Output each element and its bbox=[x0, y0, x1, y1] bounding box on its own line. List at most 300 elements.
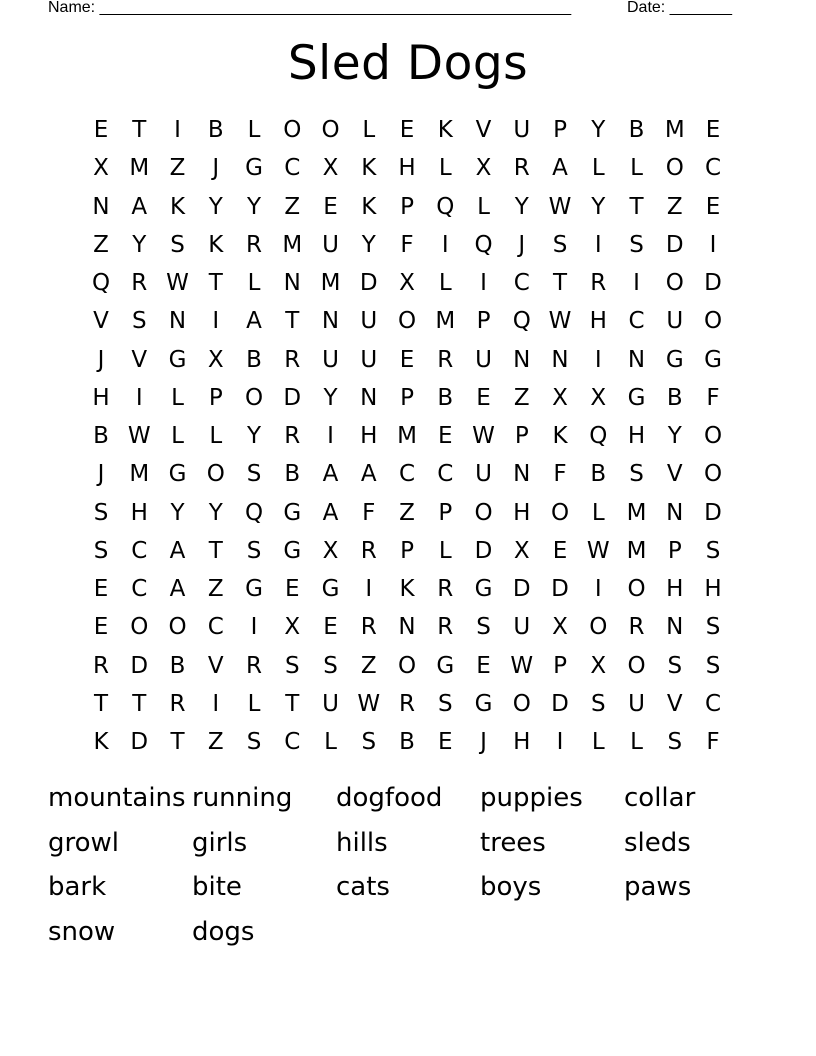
grid-cell[interactable]: Z bbox=[513, 384, 530, 411]
grid-cell[interactable]: R bbox=[437, 576, 454, 602]
grid-cell[interactable]: E bbox=[705, 117, 721, 143]
grid-cell[interactable]: K bbox=[169, 193, 186, 220]
grid-cell[interactable]: W bbox=[472, 423, 495, 449]
grid-cell[interactable]: T bbox=[132, 690, 147, 717]
grid-cell[interactable]: X bbox=[552, 384, 568, 411]
grid-cell[interactable]: L bbox=[591, 729, 605, 755]
grid-cell[interactable]: D bbox=[704, 270, 722, 296]
grid-cell[interactable]: Q bbox=[91, 270, 111, 296]
grid-cell[interactable]: L bbox=[171, 423, 184, 449]
grid-cell[interactable]: I bbox=[480, 270, 487, 296]
grid-cell[interactable]: N bbox=[666, 614, 684, 641]
grid-cell[interactable]: I bbox=[594, 576, 602, 602]
grid-cell[interactable]: R bbox=[399, 690, 415, 717]
grid-cell[interactable]: C bbox=[513, 270, 530, 296]
grid-cell[interactable]: S bbox=[629, 231, 644, 258]
grid-cell[interactable]: D bbox=[704, 499, 722, 526]
grid-cell[interactable]: X bbox=[207, 346, 224, 373]
grid-cell[interactable]: L bbox=[362, 117, 376, 143]
grid-cell[interactable]: E bbox=[437, 729, 453, 755]
grid-cell[interactable]: Y bbox=[246, 423, 262, 449]
date-field[interactable]: Date: _______ bbox=[627, 0, 732, 16]
grid-cell[interactable]: N bbox=[283, 270, 301, 296]
grid-cell[interactable]: R bbox=[246, 231, 262, 258]
grid-cell[interactable]: I bbox=[441, 231, 449, 258]
grid-cell[interactable]: U bbox=[475, 461, 492, 488]
grid-cell[interactable]: M bbox=[626, 537, 647, 564]
grid-cell[interactable]: X bbox=[399, 270, 415, 296]
grid-cell[interactable]: D bbox=[130, 652, 149, 679]
grid-cell[interactable]: G bbox=[168, 461, 187, 488]
grid-cell[interactable]: E bbox=[323, 193, 338, 220]
grid-cell[interactable]: T bbox=[629, 193, 644, 220]
grid-cell[interactable]: R bbox=[284, 423, 301, 449]
grid-cell[interactable]: H bbox=[704, 576, 722, 602]
grid-cell[interactable]: C bbox=[207, 614, 224, 641]
grid-cell[interactable]: G bbox=[283, 537, 302, 564]
grid-cell[interactable]: E bbox=[93, 117, 109, 143]
grid-cell[interactable]: S bbox=[246, 729, 262, 755]
grid-cell[interactable]: J bbox=[97, 346, 105, 373]
grid-cell[interactable]: H bbox=[92, 384, 110, 411]
grid-cell[interactable]: D bbox=[512, 576, 531, 602]
grid-cell[interactable]: G bbox=[474, 576, 493, 602]
grid-cell[interactable]: B bbox=[437, 384, 454, 411]
grid-cell[interactable]: M bbox=[282, 231, 303, 258]
grid-cell[interactable]: G bbox=[627, 384, 646, 411]
grid-cell[interactable]: S bbox=[552, 231, 568, 258]
name-field[interactable]: Name: _____________________________________________________ bbox=[48, 0, 572, 16]
grid-cell[interactable]: E bbox=[437, 423, 453, 449]
grid-cell[interactable]: Z bbox=[666, 193, 683, 220]
grid-cell[interactable]: I bbox=[174, 117, 181, 143]
grid-cell[interactable]: L bbox=[324, 729, 337, 755]
grid-cell[interactable]: E bbox=[399, 117, 415, 143]
grid-cell[interactable]: R bbox=[169, 690, 186, 717]
grid-cell[interactable]: W bbox=[548, 193, 572, 220]
grid-cell[interactable]: U bbox=[513, 117, 531, 143]
grid-cell[interactable]: P bbox=[667, 537, 682, 564]
grid-cell[interactable]: A bbox=[246, 308, 262, 335]
grid-cell[interactable]: R bbox=[93, 652, 109, 679]
grid-cell[interactable]: H bbox=[130, 499, 148, 526]
grid-cell[interactable]: U bbox=[513, 614, 531, 641]
word-list-item: boys bbox=[480, 872, 542, 902]
grid-cell[interactable]: O bbox=[206, 461, 225, 488]
grid-cell[interactable]: O bbox=[703, 461, 723, 488]
grid-cell[interactable]: G bbox=[436, 652, 455, 679]
grid-cell[interactable]: N bbox=[360, 384, 378, 411]
grid-cell[interactable]: H bbox=[513, 729, 531, 755]
grid-cell[interactable]: Y bbox=[208, 193, 223, 220]
grid-cell[interactable]: O bbox=[474, 499, 493, 526]
grid-cell[interactable]: H bbox=[360, 423, 378, 449]
grid-cell[interactable]: X bbox=[590, 652, 607, 679]
grid-cell[interactable]: P bbox=[476, 308, 491, 335]
grid-cell[interactable]: R bbox=[628, 614, 645, 641]
grid-cell[interactable]: I bbox=[556, 729, 564, 755]
grid-cell[interactable]: O bbox=[397, 308, 417, 335]
grid-cell[interactable]: S bbox=[667, 652, 683, 679]
grid-cell[interactable]: S bbox=[93, 499, 109, 526]
grid-cell[interactable]: Y bbox=[323, 384, 338, 411]
grid-cell[interactable]: I bbox=[212, 308, 220, 335]
grid-cell[interactable]: W bbox=[166, 270, 189, 296]
grid-cell[interactable]: R bbox=[513, 155, 530, 182]
grid-cell[interactable]: C bbox=[284, 155, 301, 182]
grid-cell[interactable]: O bbox=[512, 690, 531, 717]
grid-cell[interactable]: N bbox=[551, 346, 569, 373]
grid-cell[interactable]: O bbox=[589, 614, 608, 641]
grid-cell[interactable]: M bbox=[626, 499, 647, 526]
grid-cell[interactable]: I bbox=[709, 231, 717, 258]
grid-cell[interactable]: L bbox=[247, 270, 261, 296]
grid-cell[interactable]: I bbox=[327, 423, 334, 449]
grid-cell[interactable]: B bbox=[666, 384, 683, 411]
grid-cell[interactable]: I bbox=[594, 231, 602, 258]
grid-cell[interactable]: N bbox=[168, 308, 187, 335]
grid-cell[interactable]: W bbox=[357, 690, 381, 717]
grid-cell[interactable]: W bbox=[510, 652, 534, 679]
grid-cell[interactable]: L bbox=[438, 537, 452, 564]
grid-cell[interactable]: A bbox=[131, 193, 148, 220]
grid-cell[interactable]: P bbox=[553, 652, 567, 679]
grid-cell[interactable]: J bbox=[212, 155, 220, 182]
grid-cell[interactable]: E bbox=[552, 537, 568, 564]
grid-cell[interactable]: K bbox=[437, 117, 453, 143]
grid-cell[interactable]: I bbox=[365, 576, 373, 602]
grid-cell[interactable]: T bbox=[208, 537, 223, 564]
grid-cell[interactable]: F bbox=[362, 499, 376, 526]
grid-row bbox=[82, 188, 732, 226]
grid-cell[interactable]: Z bbox=[169, 155, 186, 182]
grid-cell[interactable]: Y bbox=[667, 423, 682, 449]
grid-cell[interactable]: G bbox=[704, 346, 722, 373]
grid-cell[interactable]: F bbox=[706, 729, 720, 755]
grid-cell[interactable]: S bbox=[323, 652, 338, 679]
grid-cell[interactable]: O bbox=[627, 576, 646, 602]
grid-cell[interactable]: E bbox=[93, 614, 109, 641]
grid-cell[interactable]: M bbox=[397, 423, 417, 449]
grid-cell[interactable]: Y bbox=[591, 193, 606, 220]
grid-cell[interactable]: V bbox=[475, 117, 492, 143]
grid-cell[interactable]: H bbox=[398, 155, 416, 182]
grid-cell[interactable]: Z bbox=[207, 576, 224, 602]
grid-cell[interactable]: W bbox=[586, 537, 610, 564]
grid-cell[interactable]: L bbox=[630, 729, 643, 755]
grid-cell[interactable]: Z bbox=[207, 729, 224, 755]
grid-cell[interactable]: M bbox=[664, 117, 685, 143]
grid-cell[interactable]: D bbox=[551, 576, 569, 602]
grid-cell[interactable]: Z bbox=[93, 231, 109, 258]
grid-cell[interactable]: C bbox=[628, 308, 645, 335]
grid-cell[interactable]: L bbox=[438, 155, 452, 182]
grid-cell[interactable]: D bbox=[665, 231, 684, 258]
grid-cell[interactable]: F bbox=[400, 231, 414, 258]
grid-cell[interactable]: A bbox=[169, 576, 186, 602]
grid-cell[interactable]: Y bbox=[246, 193, 262, 220]
grid-cell[interactable]: R bbox=[590, 270, 607, 296]
grid-cell[interactable]: U bbox=[360, 308, 378, 335]
grid-cell[interactable]: B bbox=[169, 652, 186, 679]
grid-cell[interactable]: B bbox=[207, 117, 224, 143]
grid-cell[interactable]: G bbox=[283, 499, 302, 526]
grid-cell[interactable]: P bbox=[208, 384, 223, 411]
grid-cell[interactable]: O bbox=[550, 499, 570, 526]
grid-cell[interactable]: M bbox=[435, 308, 456, 335]
grid-cell[interactable]: R bbox=[284, 346, 301, 373]
grid-cell[interactable]: A bbox=[552, 155, 568, 182]
grid-cell[interactable]: R bbox=[437, 346, 454, 373]
grid-cell[interactable]: O bbox=[130, 614, 149, 641]
grid-cell[interactable]: L bbox=[630, 155, 643, 182]
grid-cell[interactable]: G bbox=[474, 690, 493, 717]
grid-cell[interactable]: Y bbox=[208, 499, 223, 526]
grid-cell[interactable]: Y bbox=[170, 499, 185, 526]
grid-cell[interactable]: M bbox=[129, 461, 150, 488]
grid-cell[interactable]: H bbox=[589, 308, 607, 335]
grid-cell[interactable]: G bbox=[665, 346, 684, 373]
grid-cell[interactable]: S bbox=[629, 461, 644, 488]
grid-cell[interactable]: X bbox=[475, 155, 492, 182]
grid-cell[interactable]: U bbox=[475, 346, 492, 373]
grid-cell[interactable]: O bbox=[168, 614, 187, 641]
grid-cell[interactable]: P bbox=[400, 384, 414, 411]
grid-cell[interactable]: D bbox=[130, 729, 149, 755]
grid-cell[interactable]: U bbox=[322, 231, 339, 258]
grid-cell[interactable]: T bbox=[132, 117, 147, 143]
grid-cell[interactable]: W bbox=[127, 423, 151, 449]
grid-cell[interactable]: B bbox=[590, 461, 607, 488]
grid-cell[interactable]: V bbox=[666, 690, 683, 717]
grid-cell[interactable]: T bbox=[170, 729, 185, 755]
grid-cell[interactable]: S bbox=[131, 308, 147, 335]
grid-cell[interactable]: S bbox=[284, 652, 300, 679]
grid-cell[interactable]: S bbox=[705, 537, 721, 564]
grid-cell[interactable]: F bbox=[553, 461, 567, 488]
grid-cell[interactable]: C bbox=[131, 537, 148, 564]
grid-cell[interactable]: X bbox=[322, 537, 339, 564]
grid-row bbox=[82, 149, 732, 187]
grid-cell[interactable]: C bbox=[398, 461, 416, 488]
grid-cell[interactable]: T bbox=[208, 270, 223, 296]
grid-cell[interactable]: K bbox=[93, 729, 109, 755]
grid-cell[interactable]: D bbox=[283, 384, 302, 411]
grid-cell[interactable]: Q bbox=[512, 308, 531, 335]
grid-cell[interactable]: E bbox=[476, 652, 491, 679]
grid-cell[interactable]: I bbox=[633, 270, 640, 296]
grid-cell[interactable]: Y bbox=[132, 231, 147, 258]
grid-cell[interactable]: O bbox=[321, 117, 340, 143]
grid-cell[interactable]: G bbox=[321, 576, 340, 602]
grid-cell[interactable]: N bbox=[321, 308, 340, 335]
grid-cell[interactable]: A bbox=[360, 461, 377, 488]
grid-cell[interactable]: T bbox=[552, 270, 568, 296]
grid-cell[interactable]: O bbox=[244, 384, 264, 411]
grid-cell[interactable]: Y bbox=[591, 117, 606, 143]
grid-cell[interactable]: U bbox=[666, 308, 684, 335]
grid-cell[interactable]: U bbox=[322, 346, 339, 373]
word-list-item: girls bbox=[192, 827, 248, 858]
grid-cell[interactable]: O bbox=[703, 308, 723, 335]
grid-cell[interactable]: R bbox=[360, 537, 377, 564]
grid-row bbox=[82, 417, 732, 455]
grid-cell[interactable]: N bbox=[513, 461, 531, 488]
grid-cell[interactable]: L bbox=[171, 384, 184, 411]
grid-cell[interactable]: N bbox=[398, 614, 416, 641]
grid-cell[interactable]: N bbox=[92, 193, 110, 220]
grid-cell[interactable]: U bbox=[360, 346, 378, 373]
grid-cell[interactable]: A bbox=[169, 537, 186, 564]
grid-cell[interactable]: I bbox=[250, 614, 258, 641]
grid-cell[interactable]: E bbox=[93, 576, 109, 602]
grid-cell[interactable]: S bbox=[93, 537, 109, 564]
grid-cell[interactable]: R bbox=[246, 652, 262, 679]
grid-cell[interactable]: S bbox=[476, 614, 491, 641]
grid-cell[interactable]: H bbox=[513, 499, 531, 526]
grid-cell[interactable]: E bbox=[399, 346, 415, 373]
grid-cell[interactable]: Q bbox=[244, 499, 264, 526]
grid-cell[interactable]: V bbox=[93, 308, 109, 335]
grid-cell[interactable]: R bbox=[131, 270, 148, 296]
grid-cell[interactable]: T bbox=[93, 690, 109, 717]
grid-cell[interactable]: X bbox=[513, 537, 530, 564]
grid-cell[interactable]: O bbox=[703, 423, 723, 449]
grid-cell[interactable]: W bbox=[548, 308, 572, 335]
grid-cell[interactable]: O bbox=[283, 117, 302, 143]
grid-cell[interactable]: H bbox=[627, 423, 646, 449]
grid-cell[interactable]: A bbox=[322, 461, 339, 488]
grid-cell[interactable]: U bbox=[628, 690, 645, 717]
grid-cell[interactable]: J bbox=[480, 729, 487, 755]
grid-cell[interactable]: J bbox=[97, 461, 105, 488]
grid-cell[interactable]: E bbox=[323, 614, 338, 641]
grid-cell[interactable]: E bbox=[705, 193, 721, 220]
grid-cell[interactable]: S bbox=[170, 231, 185, 258]
grid-cell[interactable]: P bbox=[438, 499, 453, 526]
grid-cell[interactable]: I bbox=[135, 384, 143, 411]
grid-cell[interactable]: V bbox=[131, 346, 148, 373]
grid-cell[interactable]: L bbox=[438, 270, 452, 296]
grid-cell[interactable]: D bbox=[551, 690, 569, 717]
grid-cell[interactable]: Z bbox=[399, 499, 415, 526]
grid-cell[interactable]: R bbox=[437, 614, 454, 641]
grid-cell[interactable]: L bbox=[591, 155, 605, 182]
grid-cell[interactable]: M bbox=[320, 270, 341, 296]
grid-cell[interactable]: C bbox=[284, 729, 301, 755]
grid-cell[interactable]: D bbox=[359, 270, 378, 296]
grid-cell[interactable]: X bbox=[93, 155, 109, 182]
grid-cell[interactable]: I bbox=[212, 690, 220, 717]
grid-cell[interactable]: K bbox=[552, 423, 568, 449]
grid-cell[interactable]: K bbox=[361, 193, 377, 220]
grid-cell[interactable]: G bbox=[168, 346, 187, 373]
grid-cell[interactable]: N bbox=[666, 499, 684, 526]
grid-cell[interactable]: Y bbox=[361, 231, 376, 258]
grid-row bbox=[82, 685, 732, 723]
grid-cell[interactable]: X bbox=[552, 614, 568, 641]
grid-cell[interactable]: X bbox=[590, 384, 607, 411]
grid-cell[interactable]: J bbox=[518, 231, 526, 258]
grid-cell[interactable]: X bbox=[284, 614, 301, 641]
grid-cell[interactable]: B bbox=[246, 346, 262, 373]
grid-cell[interactable]: T bbox=[285, 308, 300, 335]
grid-cell[interactable]: Z bbox=[360, 652, 377, 679]
grid-cell[interactable]: K bbox=[399, 576, 415, 602]
grid-cell[interactable]: H bbox=[666, 576, 684, 602]
grid-row bbox=[82, 455, 732, 493]
grid-cell[interactable]: S bbox=[361, 729, 377, 755]
grid-cell[interactable]: L bbox=[247, 117, 261, 143]
grid-cell[interactable]: K bbox=[361, 155, 377, 182]
grid-cell[interactable]: V bbox=[666, 461, 683, 488]
grid-cell[interactable]: S bbox=[246, 537, 262, 564]
grid-cell[interactable]: N bbox=[513, 346, 531, 373]
grid-cell[interactable]: G bbox=[245, 576, 263, 602]
grid-cell[interactable]: P bbox=[514, 423, 529, 449]
grid-cell[interactable]: C bbox=[704, 690, 722, 717]
grid-cell[interactable]: S bbox=[667, 729, 683, 755]
grid-cell[interactable]: S bbox=[590, 690, 606, 717]
grid-cell[interactable]: L bbox=[247, 690, 261, 717]
grid-cell[interactable]: A bbox=[322, 499, 339, 526]
grid-cell[interactable]: S bbox=[246, 461, 262, 488]
grid-cell[interactable]: P bbox=[400, 537, 414, 564]
grid-cell[interactable]: C bbox=[704, 155, 722, 182]
grid-cell[interactable]: T bbox=[285, 690, 300, 717]
grid-cell[interactable]: X bbox=[322, 155, 339, 182]
grid-cell[interactable]: Q bbox=[589, 423, 608, 449]
grid-cell[interactable]: S bbox=[705, 614, 721, 641]
grid-cell[interactable]: Y bbox=[514, 193, 529, 220]
grid-cell[interactable]: L bbox=[477, 193, 490, 220]
grid-cell[interactable]: C bbox=[131, 576, 148, 602]
grid-cell[interactable]: O bbox=[627, 652, 646, 679]
grid-cell[interactable]: U bbox=[322, 690, 339, 717]
grid-cell[interactable]: P bbox=[400, 193, 414, 220]
word-list-item: cats bbox=[336, 872, 390, 902]
grid-cell[interactable]: R bbox=[360, 614, 377, 641]
grid-cell[interactable]: L bbox=[209, 423, 223, 449]
grid-cell[interactable]: K bbox=[208, 231, 224, 258]
grid-cell[interactable]: O bbox=[665, 155, 684, 182]
grid-cell[interactable]: M bbox=[129, 155, 150, 182]
grid-cell[interactable]: O bbox=[665, 270, 684, 296]
grid-cell[interactable]: V bbox=[207, 652, 224, 679]
grid-cell[interactable]: Q bbox=[436, 193, 455, 220]
grid-cell[interactable]: N bbox=[627, 346, 646, 373]
grid-cell[interactable]: G bbox=[245, 155, 263, 182]
grid-cell[interactable]: B bbox=[284, 461, 301, 488]
grid-cell[interactable]: I bbox=[594, 346, 602, 373]
grid-cell[interactable]: B bbox=[93, 423, 109, 449]
grid-cell[interactable]: S bbox=[705, 652, 721, 679]
grid-cell[interactable]: Q bbox=[474, 231, 493, 258]
grid-cell[interactable]: F bbox=[706, 384, 720, 411]
grid-cell[interactable]: O bbox=[397, 652, 417, 679]
grid-cell[interactable]: L bbox=[591, 499, 605, 526]
grid-cell[interactable]: B bbox=[628, 117, 645, 143]
grid-cell[interactable]: E bbox=[284, 576, 300, 602]
grid-cell[interactable]: Z bbox=[284, 193, 301, 220]
word-list-item: mountains bbox=[48, 783, 186, 813]
grid-cell[interactable]: E bbox=[476, 384, 491, 411]
grid-cell[interactable]: B bbox=[399, 729, 415, 755]
grid-cell[interactable]: P bbox=[553, 117, 567, 143]
grid-cell[interactable]: C bbox=[437, 461, 454, 488]
grid-cell[interactable]: D bbox=[474, 537, 493, 564]
grid-cell[interactable]: S bbox=[437, 690, 453, 717]
